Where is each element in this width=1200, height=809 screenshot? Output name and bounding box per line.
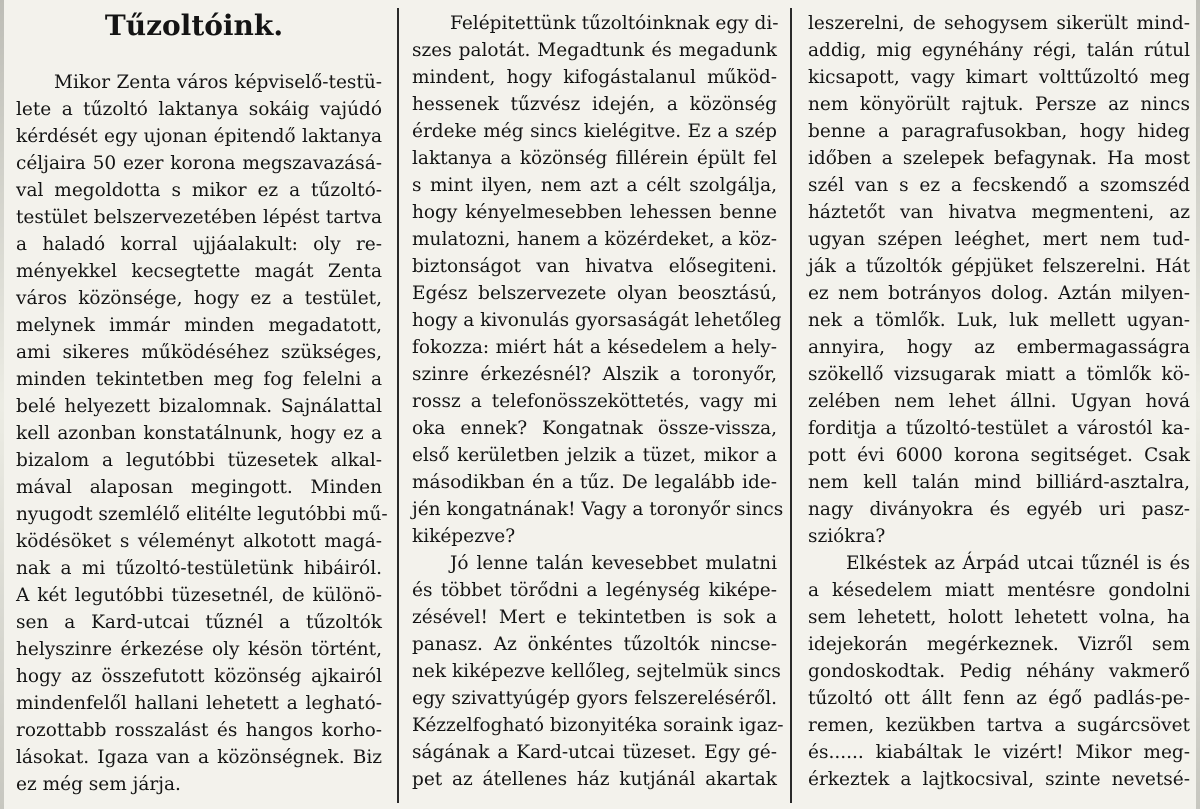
text-line: első kerületben jelzik a tüzet, mikor a	[412, 445, 777, 466]
text-line: a haladó korral ujjáalakult: oly re-	[16, 234, 382, 255]
text-line: fokozza: miért hát a késedelem a hely-	[412, 337, 777, 358]
text-line: belé helyezett bizalomnak. Sajnálattal	[16, 396, 382, 417]
text-line: minden tekintetben meg fog felelni a	[16, 369, 382, 390]
text-line: s mint ilyen, nem azt a célt szolgálja,	[412, 175, 777, 196]
text-line: szinre érkezésnél? Alszik a toronyőr,	[412, 364, 777, 385]
text-line: a késedelem miatt mentésre gondolni	[808, 580, 1190, 601]
text-line: kérdését egy ujonan épitendő laktanya	[16, 126, 382, 147]
text-line: pott évi 6000 korona segitséget. Csak	[808, 445, 1190, 466]
article-column-3	[798, 0, 1200, 809]
text-line: jén kongatnának! Vagy a toronyőr sincs	[412, 499, 784, 520]
text-line: val megoldotta s mikor ez a tűzoltó-	[16, 180, 382, 201]
text-line: céljaira 50 ezer korona megszavazásá-	[16, 153, 382, 174]
text-line: laktanya a közönség fillérein épült fel	[412, 148, 777, 169]
text-line: rozottabb rosszalást és hangos korho-	[16, 720, 382, 741]
text-line: Egész belszervezete olyan beosztású,	[412, 283, 777, 304]
text-line: lásokat. Igaza van a közönségnek. Biz	[16, 747, 382, 768]
text-line: helyszinre érkezése oly késön történt,	[16, 639, 382, 660]
text-line: Jó lenne talán kevesebbet mulatni	[450, 553, 777, 574]
text-line: lete a tűzoltó laktanya sokáig vajúdó	[16, 99, 382, 120]
text-line: ködésöket s véleményt alkotott magá-	[16, 531, 382, 552]
text-line: pet az átellenes ház kutjánál akartak	[412, 769, 777, 790]
text-line: ugyan szépen leéghet, mert nem tud-	[808, 229, 1190, 250]
text-line: érkeztek a lajtkocsival, szinte nevetsé-	[808, 769, 1190, 790]
text-line: nem könyörült rajtuk. Persze az nincs	[808, 94, 1190, 115]
text-line: szes palotát. Megadtunk és megadunk	[412, 40, 777, 61]
text-line: leszerelni, de sehogysem sikerült mind-	[808, 13, 1190, 34]
text-line: és...... kiabáltak le vizért! Mikor meg-	[808, 742, 1190, 763]
text-line: testület belszervezetében lépést tartva	[16, 207, 382, 228]
article-column-2	[406, 0, 785, 809]
text-line: város közönsége, hogy ez a testület,	[16, 288, 382, 309]
text-line: hogy az összefutott közönség ajkairól	[16, 666, 382, 687]
text-line: biztonságot van hivatva elősegiteni.	[412, 256, 777, 277]
text-line: hogy a kivonulás gyorsaságát lehetőleg	[412, 310, 782, 331]
text-line: ami sikeres működéséhez szükséges,	[16, 342, 382, 363]
text-line: szél van s ez a fecskendő a szomszéd	[808, 175, 1190, 196]
text-line: annyira, hogy az embermagasságra	[808, 337, 1190, 358]
text-line: melynek immár minden megadatott,	[16, 315, 382, 336]
text-line: sem lehetett, holott lehetett volna, ha	[808, 607, 1190, 628]
text-line: egy szivattyúgép gyors felszereléséről.	[412, 688, 777, 709]
text-line: nyugodt szemlélő elitélte legutóbbi mű-	[16, 504, 388, 525]
text-line: zelében nem lehet állni. Ugyan hová	[808, 391, 1190, 412]
column-divider-1	[397, 8, 399, 803]
text-line: időben a szelepek befagynak. Ha most	[808, 148, 1190, 169]
column-divider-2	[790, 8, 792, 803]
text-line: A két legutóbbi tüzesetnél, de különö-	[16, 585, 382, 606]
text-line: háztetőt van hivatva megmenteni, az	[808, 202, 1190, 223]
text-line: mindenfelől hallani lehetett a legható-	[16, 693, 382, 714]
text-line: ez nem botrányos dolog. Aztán milyen-	[808, 283, 1190, 304]
text-line: mindent, hogy kifogástalanul működ-	[412, 67, 777, 88]
text-line: nek a tömlők. Luk, luk mellett ugyan-	[808, 310, 1190, 331]
text-line: szökellő vizsugarak miatt a tömlők kö-	[808, 364, 1190, 385]
text-line: mulatozni, hanem a közérdeket, a köz-	[412, 229, 777, 250]
text-line: Elkéstek az Árpád utcai tűznél is és	[846, 553, 1190, 574]
text-line: sen a Kard-utcai tűznél a tűzoltók	[16, 612, 382, 633]
text-line: bizalom a legutóbbi tüzesetek alkal-	[16, 450, 382, 471]
text-line: Kézzelfogható bizonyitéka soraink igaz-	[412, 715, 784, 736]
article-column-1	[0, 0, 388, 809]
text-line: nagy diványokra és egyéb uri pasz-	[808, 499, 1190, 520]
text-line: kicsapott, vagy kimart volttűzoltó meg	[808, 67, 1190, 88]
text-line: másodikban én a tűz. De legalább ide-	[412, 472, 777, 493]
article-title: Tűzoltóink.	[104, 9, 284, 42]
text-line: idejekorán megérkeznek. Vizről sem	[808, 634, 1190, 655]
text-line: panasz. Az önkéntes tűzoltók nincse-	[412, 634, 777, 655]
text-line: kiképezve?	[412, 526, 516, 547]
text-line: Mikor Zenta város képviselő-testü-	[54, 72, 382, 93]
text-line: és többet törődni a legénység kiképe-	[412, 580, 777, 601]
text-line: érdeke még sincs kielégitve. Ez a szép	[412, 121, 777, 142]
text-line: nek kiképezve kellőleg, sejtelmük sincs	[412, 661, 781, 682]
text-line: remen, kezükben tartva a sugárcsövet	[808, 715, 1190, 736]
text-line: mával alaposan megingott. Minden	[16, 477, 382, 498]
text-line: kell azonban konstatálnunk, hogy ez a	[16, 423, 382, 444]
text-line: forditja a tűzoltó-testület a várostól ka-	[808, 418, 1190, 439]
text-line: ják a tűzoltók gépjüket felszerelni. Hát	[808, 256, 1190, 277]
text-line: nak a mi tűzoltó-testületünk hibáiról.	[16, 558, 382, 579]
text-line: ságának a Kard-utcai tüzeset. Egy gé-	[412, 742, 777, 763]
text-line: hessenek tűzvész idején, a közönség	[412, 94, 777, 115]
text-line: gondoskodtak. Pedig néhány vakmerő	[808, 661, 1190, 682]
text-line: oka ennek? Kongatnak össze-vissza,	[412, 418, 777, 439]
text-line: hogy kényelmesebben lehessen benne	[412, 202, 777, 223]
text-line: ez még sem járja.	[16, 774, 181, 795]
text-line: ményekkel kecsegtette magát Zenta	[16, 261, 382, 282]
text-line: Felépitettünk tűzoltóinknak egy di-	[450, 13, 779, 34]
text-line: tűzoltó ott állt fenn az égő padlás-pe-	[808, 688, 1190, 709]
text-line: nem kell talán mind billiárd-asztalra,	[808, 472, 1190, 493]
text-line: sziókra?	[808, 526, 886, 547]
text-line: benne a paragrafusokban, hogy hideg	[808, 121, 1190, 142]
text-line: zésével! Mert e tekintetben is sok a	[412, 607, 777, 628]
text-line: rossz a telefonösszeköttetés, vagy mi	[412, 391, 777, 412]
text-line: addig, mig egynéhány régi, talán rútul	[808, 40, 1190, 61]
